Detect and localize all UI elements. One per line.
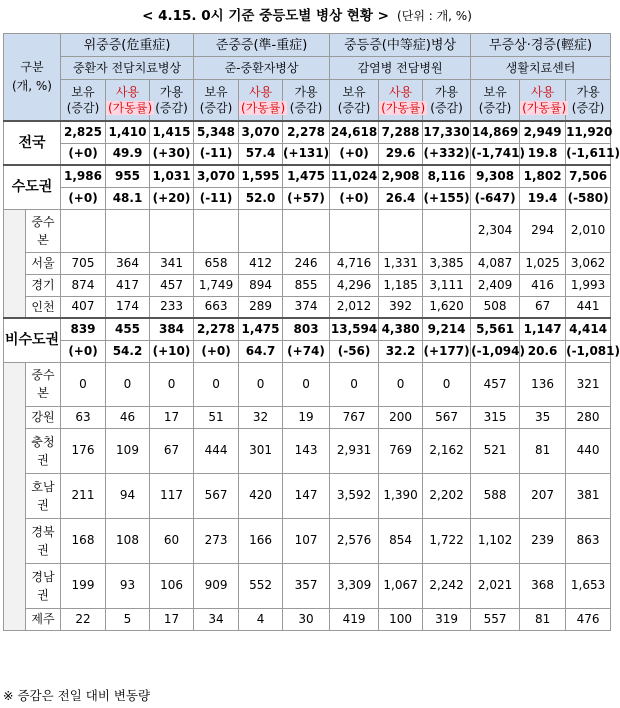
- available-label: 가용 (증감): [289, 85, 323, 115]
- change-value: (-56): [330, 340, 379, 362]
- change-value: (+332): [423, 143, 471, 165]
- cell-value: 381: [566, 473, 611, 518]
- cell-value: 106: [150, 563, 194, 608]
- cell-value: 3,062: [566, 252, 611, 274]
- cell-value: 419: [330, 608, 379, 630]
- change-value: (-1,081): [566, 340, 611, 362]
- cell-value: 239: [520, 518, 566, 563]
- cell-value: 357: [283, 563, 330, 608]
- total-value: 4,380: [379, 318, 423, 340]
- col-header-hold: [330, 80, 379, 122]
- cell-value: 3,385: [423, 252, 471, 274]
- region-label: 경남권: [26, 563, 61, 608]
- bed-status-table: [3, 33, 620, 631]
- cell-value: 374: [283, 296, 330, 318]
- total-value: 4,414: [566, 318, 611, 340]
- cell-value: 60: [150, 518, 194, 563]
- total-value: 14,869: [471, 121, 520, 143]
- cell-value: 233: [150, 296, 194, 318]
- cell-value: 769: [379, 428, 423, 473]
- cell-value: 22: [61, 608, 106, 630]
- cell-value: 1,722: [423, 518, 471, 563]
- national-row: [4, 121, 611, 143]
- cell-value: 1,390: [379, 473, 423, 518]
- col-header-available: [566, 80, 611, 122]
- available-label: 가용 (증감): [571, 85, 605, 115]
- cell-value: 416: [520, 274, 566, 296]
- cell-value: 557: [471, 608, 520, 630]
- total-value: 7,288: [379, 121, 423, 143]
- cell-value: 4,716: [330, 252, 379, 274]
- cell-value: 211: [61, 473, 106, 518]
- cell-value: 457: [471, 362, 520, 406]
- cell-value: 444: [194, 428, 239, 473]
- cell-value: 2,012: [330, 296, 379, 318]
- cell-value: 117: [150, 473, 194, 518]
- cell-value: 894: [239, 274, 283, 296]
- cell-value: 0: [379, 362, 423, 406]
- cell-value: [106, 209, 150, 252]
- cell-value: 1,993: [566, 274, 611, 296]
- capital-sub-row: [4, 252, 611, 274]
- cell-value: [283, 209, 330, 252]
- cell-value: 67: [150, 428, 194, 473]
- available-label: 가용 (증감): [430, 85, 463, 115]
- total-value: 1,475: [239, 318, 283, 340]
- hold-label: 보유 (증감): [337, 85, 371, 115]
- cell-value: 0: [106, 362, 150, 406]
- col-header-use: [520, 80, 566, 122]
- cell-value: 2,202: [423, 473, 471, 518]
- cell-value: [150, 209, 194, 252]
- cell-value: 567: [423, 406, 471, 428]
- cell-value: 246: [283, 252, 330, 274]
- total-value: 955: [106, 165, 150, 187]
- cell-value: 368: [520, 563, 566, 608]
- cell-value: 273: [194, 518, 239, 563]
- sub-indent: [4, 209, 26, 318]
- total-value: 11,920: [566, 121, 611, 143]
- column-subheader-row: [4, 80, 611, 122]
- change-value: (-647): [471, 187, 520, 209]
- change-value: (-11): [194, 143, 239, 165]
- cell-value: 17: [150, 406, 194, 428]
- total-value: 13,594: [330, 318, 379, 340]
- noncapital-sub-row: [4, 563, 611, 608]
- total-value: 1,475: [283, 165, 330, 187]
- cell-value: 1,749: [194, 274, 239, 296]
- change-value: (+10): [150, 340, 194, 362]
- region-label: 중수본: [26, 209, 61, 252]
- capital-sub-row: [4, 209, 611, 252]
- cell-value: 2,021: [471, 563, 520, 608]
- region-label: 서울: [26, 252, 61, 274]
- cell-value: 0: [150, 362, 194, 406]
- unit-text: (단위 : 개, %): [397, 9, 472, 23]
- cell-value: 108: [106, 518, 150, 563]
- total-value: 839: [61, 318, 106, 340]
- change-value: (+0): [61, 340, 106, 362]
- facility-header-hospital: 감염병 전담병원: [330, 57, 471, 80]
- cell-value: 207: [520, 473, 566, 518]
- cell-value: 94: [106, 473, 150, 518]
- severity-header-critical: 위중증(危重症): [61, 34, 194, 57]
- total-value: 2,278: [283, 121, 330, 143]
- cell-value: 2,576: [330, 518, 379, 563]
- region-label: 제주: [26, 608, 61, 630]
- cell-value: 705: [61, 252, 106, 274]
- total-value: 3,070: [239, 121, 283, 143]
- cell-value: 2,010: [566, 209, 611, 252]
- cell-value: 909: [194, 563, 239, 608]
- use-label: 사용: [248, 85, 273, 99]
- cell-value: 319: [423, 608, 471, 630]
- change-value: 57.4: [239, 143, 283, 165]
- cell-value: [61, 209, 106, 252]
- cell-value: 1,653: [566, 563, 611, 608]
- cell-value: 81: [520, 428, 566, 473]
- col-header-hold: [471, 80, 520, 122]
- cell-value: 136: [520, 362, 566, 406]
- noncapital-sub-row: [4, 362, 611, 406]
- cell-value: 2,304: [471, 209, 520, 252]
- cell-value: 874: [61, 274, 106, 296]
- cell-value: 17: [150, 608, 194, 630]
- total-value: 1,410: [106, 121, 150, 143]
- cell-value: 552: [239, 563, 283, 608]
- total-value: 455: [106, 318, 150, 340]
- cell-value: 392: [379, 296, 423, 318]
- cell-value: 67: [520, 296, 566, 318]
- cell-value: 767: [330, 406, 379, 428]
- cell-value: 100: [379, 608, 423, 630]
- change-value: (+30): [150, 143, 194, 165]
- cell-value: 854: [379, 518, 423, 563]
- total-value: 1,986: [61, 165, 106, 187]
- change-value: (-580): [566, 187, 611, 209]
- noncapital-sub-row: [4, 608, 611, 630]
- noncapital-change-row: [4, 340, 611, 362]
- capital-row: [4, 165, 611, 187]
- cell-value: 5: [106, 608, 150, 630]
- footnote: ※ 증감은 전일 대비 변동량: [3, 688, 151, 703]
- col-header-available: [283, 80, 330, 122]
- change-value: 64.7: [239, 340, 283, 362]
- cell-value: 93: [106, 563, 150, 608]
- cell-value: 168: [61, 518, 106, 563]
- noncapital-sub-row: [4, 406, 611, 428]
- use-label: 사용: [388, 85, 413, 99]
- cell-value: 412: [239, 252, 283, 274]
- cell-value: 863: [566, 518, 611, 563]
- total-value: 3,070: [194, 165, 239, 187]
- national-label: 전국: [4, 121, 61, 165]
- change-value: (-1,611): [566, 143, 611, 165]
- cell-value: 174: [106, 296, 150, 318]
- change-value: 32.2: [379, 340, 423, 362]
- noncapital-sub-row: [4, 473, 611, 518]
- cell-value: 440: [566, 428, 611, 473]
- available-label: 가용 (증감): [155, 85, 188, 115]
- change-value: (+155): [423, 187, 471, 209]
- total-value: 9,308: [471, 165, 520, 187]
- region-label: 중수본: [26, 362, 61, 406]
- region-label: 인천: [26, 296, 61, 318]
- cell-value: [239, 209, 283, 252]
- cell-value: 407: [61, 296, 106, 318]
- cell-value: 420: [239, 473, 283, 518]
- severity-header-semi-critical: 준중증(準-重症): [194, 34, 330, 57]
- cell-value: 3,111: [423, 274, 471, 296]
- total-value: 2,949: [520, 121, 566, 143]
- cell-value: 855: [283, 274, 330, 296]
- change-value: (+177): [423, 340, 471, 362]
- total-value: 1,802: [520, 165, 566, 187]
- use-label: 사용: [530, 85, 555, 99]
- total-value: 17,330: [423, 121, 471, 143]
- region-label: 충청권: [26, 428, 61, 473]
- total-value: 1,147: [520, 318, 566, 340]
- change-value: (+57): [283, 187, 330, 209]
- total-value: 9,214: [423, 318, 471, 340]
- change-value: (+0): [61, 187, 106, 209]
- change-value: 26.4: [379, 187, 423, 209]
- total-value: 8,116: [423, 165, 471, 187]
- cell-value: 321: [566, 362, 611, 406]
- cell-value: 107: [283, 518, 330, 563]
- noncapital-sub-row: [4, 518, 611, 563]
- total-value: 5,348: [194, 121, 239, 143]
- cell-value: 1,102: [471, 518, 520, 563]
- facility-header-semi-icu: 준-중환자병상: [194, 57, 330, 80]
- region-label: 경북권: [26, 518, 61, 563]
- total-value: 384: [150, 318, 194, 340]
- capital-sub-row: [4, 274, 611, 296]
- utilization-label: (가동률): [522, 101, 567, 115]
- cell-value: 0: [423, 362, 471, 406]
- cell-value: 301: [239, 428, 283, 473]
- capital-sub-row: [4, 296, 611, 318]
- cell-value: 1,025: [520, 252, 566, 274]
- cell-value: [423, 209, 471, 252]
- cell-value: 658: [194, 252, 239, 274]
- cell-value: 1,331: [379, 252, 423, 274]
- cell-value: 1,620: [423, 296, 471, 318]
- corner-header: 구분 (개, %): [4, 34, 61, 122]
- cell-value: 588: [471, 473, 520, 518]
- total-value: 11,024: [330, 165, 379, 187]
- cell-value: [194, 209, 239, 252]
- cell-value: 109: [106, 428, 150, 473]
- cell-value: 2,242: [423, 563, 471, 608]
- change-value: 20.6: [520, 340, 566, 362]
- national-change-row: [4, 143, 611, 165]
- cell-value: 4,296: [330, 274, 379, 296]
- utilization-label: (가동률): [108, 101, 153, 115]
- cell-value: 2,162: [423, 428, 471, 473]
- cell-value: 51: [194, 406, 239, 428]
- facility-header-center: 생활치료센터: [471, 57, 611, 80]
- capital-change-row: [4, 187, 611, 209]
- cell-value: 199: [61, 563, 106, 608]
- cell-value: 0: [194, 362, 239, 406]
- total-value: 2,908: [379, 165, 423, 187]
- change-value: (+0): [61, 143, 106, 165]
- cell-value: 46: [106, 406, 150, 428]
- title-text: < 4.15. 0시 기준 중등도별 병상 현황 >: [142, 8, 389, 24]
- cell-value: 143: [283, 428, 330, 473]
- facility-header-icu: 중환자 전담치료병상: [61, 57, 194, 80]
- capital-label: 수도권: [4, 165, 61, 209]
- cell-value: 364: [106, 252, 150, 274]
- change-value: 19.8: [520, 143, 566, 165]
- cell-value: 341: [150, 252, 194, 274]
- table-body: [4, 34, 620, 631]
- cell-value: 1,067: [379, 563, 423, 608]
- hold-label: 보유 (증감): [478, 85, 512, 115]
- region-label: 호남권: [26, 473, 61, 518]
- cell-value: 1,185: [379, 274, 423, 296]
- region-label: 경기: [26, 274, 61, 296]
- utilization-label: (가동률): [381, 101, 426, 115]
- cell-value: [379, 209, 423, 252]
- cell-value: 35: [520, 406, 566, 428]
- noncapital-label: 비수도권: [4, 318, 61, 362]
- cell-value: 200: [379, 406, 423, 428]
- change-value: 49.9: [106, 143, 150, 165]
- total-value: 5,561: [471, 318, 520, 340]
- total-value: 803: [283, 318, 330, 340]
- cell-value: [330, 209, 379, 252]
- hold-label: 보유 (증감): [66, 85, 100, 115]
- cell-value: 81: [520, 608, 566, 630]
- cell-value: 441: [566, 296, 611, 318]
- change-value: (-1,094): [471, 340, 520, 362]
- cell-value: 508: [471, 296, 520, 318]
- total-value: 7,506: [566, 165, 611, 187]
- change-value: 52.0: [239, 187, 283, 209]
- change-value: 54.2: [106, 340, 150, 362]
- cell-value: 417: [106, 274, 150, 296]
- total-value: 2,278: [194, 318, 239, 340]
- cell-value: 3,592: [330, 473, 379, 518]
- cell-value: 567: [194, 473, 239, 518]
- change-value: 19.4: [520, 187, 566, 209]
- change-value: (-11): [194, 187, 239, 209]
- cell-value: 3,309: [330, 563, 379, 608]
- utilization-label: (가동률): [241, 101, 286, 115]
- cell-value: 476: [566, 608, 611, 630]
- page-title: [0, 0, 614, 33]
- col-header-hold: [194, 80, 239, 122]
- noncapital-sub-row: [4, 428, 611, 473]
- cell-value: 176: [61, 428, 106, 473]
- total-value: 1,031: [150, 165, 194, 187]
- cell-value: 63: [61, 406, 106, 428]
- total-value: 24,618: [330, 121, 379, 143]
- noncapital-row: [4, 318, 611, 340]
- cell-value: 289: [239, 296, 283, 318]
- cell-value: 4,087: [471, 252, 520, 274]
- cell-value: 32: [239, 406, 283, 428]
- col-header-hold: [61, 80, 106, 122]
- col-header-use: [239, 80, 286, 122]
- cell-value: 457: [150, 274, 194, 296]
- cell-value: 2,931: [330, 428, 379, 473]
- col-header-available: [423, 80, 471, 122]
- change-value: (+0): [194, 340, 239, 362]
- change-value: (+20): [150, 187, 194, 209]
- cell-value: 166: [239, 518, 283, 563]
- change-value: (+74): [283, 340, 330, 362]
- change-value: (+0): [330, 143, 379, 165]
- cell-value: 0: [283, 362, 330, 406]
- total-value: 2,825: [61, 121, 106, 143]
- change-value: (+131): [283, 143, 330, 165]
- severity-header-mild: 무증상·경증(輕症): [471, 34, 611, 57]
- change-value: (+0): [330, 187, 379, 209]
- cell-value: 19: [283, 406, 330, 428]
- col-header-use: [379, 80, 426, 122]
- cell-value: 0: [330, 362, 379, 406]
- sub-indent: [4, 362, 26, 630]
- cell-value: 0: [61, 362, 106, 406]
- cell-value: 34: [194, 608, 239, 630]
- severity-header-moderate: 중등증(中等症)병상: [330, 34, 471, 57]
- region-label: 강원: [26, 406, 61, 428]
- cell-value: 315: [471, 406, 520, 428]
- col-header-available: [150, 80, 194, 122]
- cell-value: 2,409: [471, 274, 520, 296]
- cell-value: 0: [239, 362, 283, 406]
- cell-value: 4: [239, 608, 283, 630]
- use-label: 사용: [115, 85, 140, 99]
- change-value: (-1,741): [471, 143, 520, 165]
- cell-value: 294: [520, 209, 566, 252]
- cell-value: 280: [566, 406, 611, 428]
- cell-value: 147: [283, 473, 330, 518]
- total-value: 1,415: [150, 121, 194, 143]
- cell-value: 30: [283, 608, 330, 630]
- cell-value: 521: [471, 428, 520, 473]
- col-header-use: [106, 80, 153, 122]
- change-value: 48.1: [106, 187, 150, 209]
- cell-value: 663: [194, 296, 239, 318]
- hold-label: 보유 (증감): [199, 85, 233, 115]
- total-value: 1,595: [239, 165, 283, 187]
- change-value: 29.6: [379, 143, 423, 165]
